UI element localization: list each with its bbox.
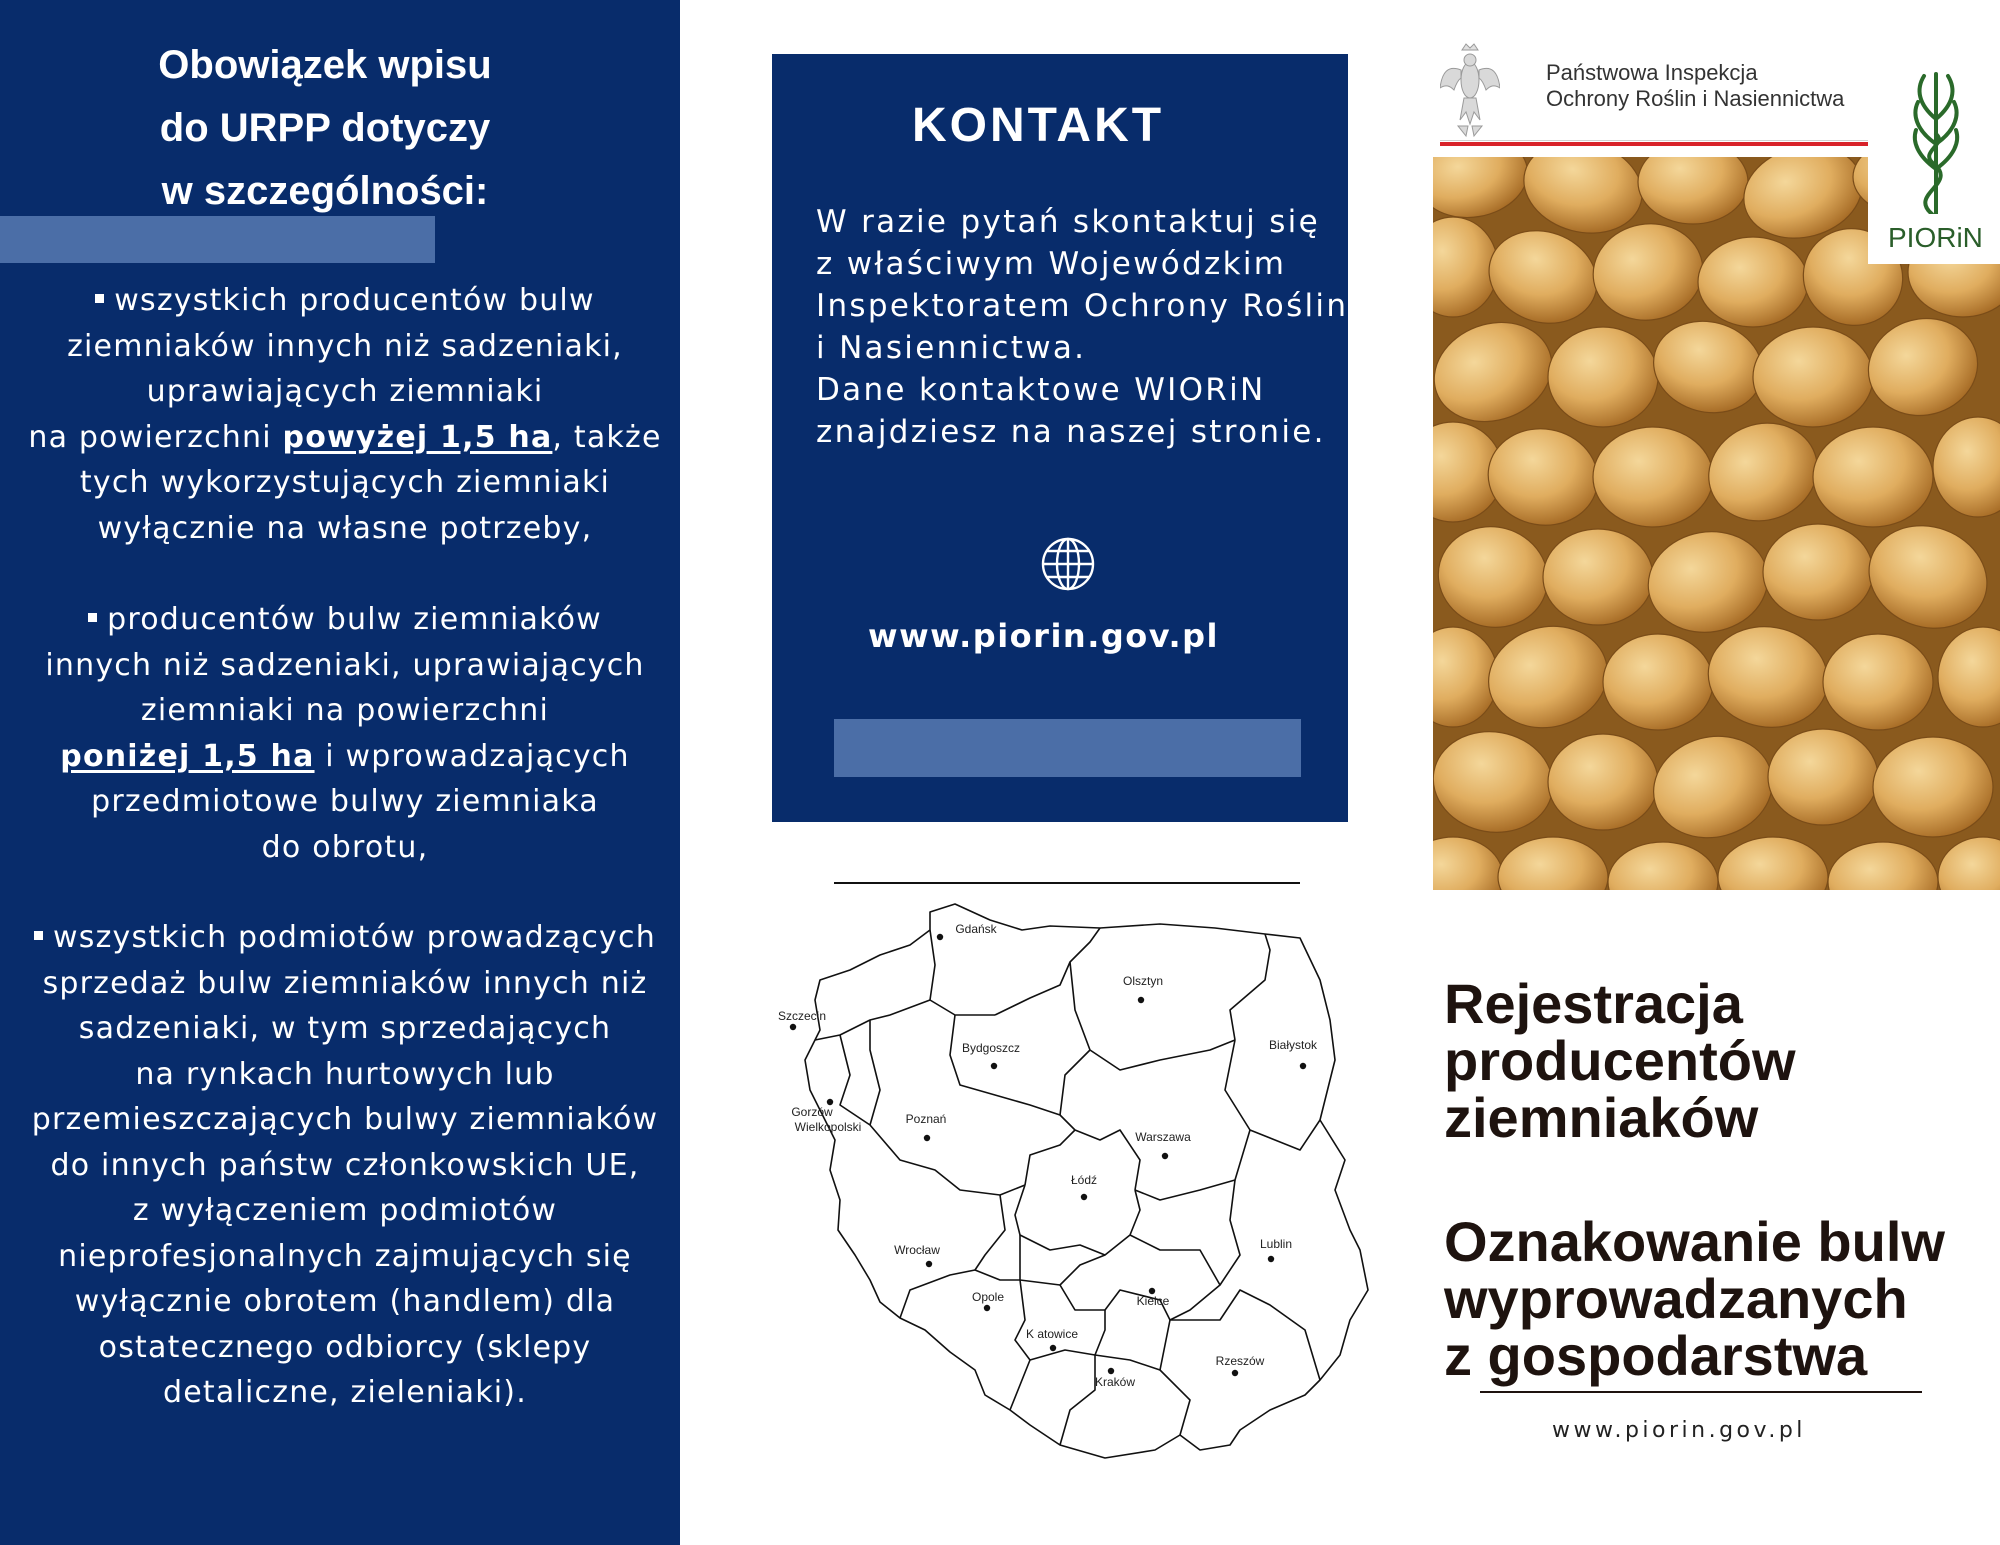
city-label: Kraków: [1094, 1375, 1136, 1389]
region-border: [1230, 934, 1270, 1040]
contact-text-line: z właściwym Wojewódzkim: [816, 246, 1287, 282]
bullet-text: sadzeniaki, w tym sprzedających: [78, 1011, 612, 1046]
logo-text-line: Państwowa Inspekcja: [1546, 60, 1758, 85]
region-border: [815, 1000, 930, 1040]
bullet-text: przedmiotowe bulwy ziemniaka: [91, 784, 599, 819]
bullet-text: do obrotu,: [261, 829, 429, 865]
contact-text-line: znajdziesz na naszej stronie.: [816, 414, 1326, 450]
city-label: Szczecin: [777, 1009, 827, 1023]
region-border: [1020, 1235, 1105, 1285]
city-marker: [924, 1135, 930, 1141]
bullet-text: na powierzchni: [28, 419, 283, 455]
bullet-text: do innych państw członkowskich UE,: [50, 1147, 640, 1183]
left-title-line: do URPP dotyczy: [159, 106, 491, 150]
bullet-item: [20, 597, 670, 870]
region-border: [900, 1270, 975, 1318]
logo-text: [1546, 60, 1844, 112]
wheat-caduceus-icon: [1888, 64, 1984, 214]
main-title-line: ziemniaków: [1444, 1086, 1759, 1149]
highlight-area: poniżej 1,5 ha: [60, 738, 315, 774]
bullet-text: i wprowadzających: [314, 738, 630, 774]
region-border: [1225, 1040, 1320, 1150]
bullet-text: innych niż sadzeniaki, uprawiających: [45, 647, 645, 683]
bullet-text: , także: [552, 419, 662, 455]
subtitle-line: z gospodarstwa: [1444, 1324, 1868, 1387]
region-border: [1060, 1050, 1090, 1115]
city-label: Łódź: [1070, 1173, 1098, 1187]
bullet-text: wszystkich producentów bulw: [114, 283, 595, 318]
left-panel: [0, 0, 680, 1545]
left-title-line: Obowiązek wpisu: [158, 43, 492, 87]
logo-rule: [1440, 138, 1870, 146]
region-border: [1095, 1320, 1170, 1370]
region-border: [930, 930, 995, 1015]
contact-text-line: Inspektoratem Ochrony Roślin: [816, 288, 1349, 324]
city-marker: [1268, 1256, 1274, 1262]
bullet-text: ostatecznego odbiorcy (sklepy: [98, 1329, 592, 1365]
city-label: Lublin: [1259, 1237, 1293, 1251]
city-label: Gorzów: [791, 1105, 833, 1119]
region-border: [975, 1195, 1020, 1280]
city-marker: [1300, 1063, 1306, 1069]
region-border: [870, 1020, 880, 1125]
contact-text-line: i Nasiennictwa.: [816, 330, 1087, 366]
city-marker: [984, 1305, 990, 1311]
globe-icon: [1040, 536, 1096, 592]
city-label: Wielkopolski: [794, 1120, 862, 1134]
city-label: K atowice: [1025, 1327, 1079, 1341]
footer-link[interactable]: www.piorin.gov.pl: [1552, 1418, 1806, 1443]
bullet-item: [20, 278, 670, 551]
bullet-text: ziemniaków innych niż sadzeniaki,: [67, 328, 623, 364]
city-label: Gdańsk: [955, 922, 997, 936]
city-label: Wrocław: [894, 1243, 940, 1257]
region-border: [1025, 1130, 1075, 1185]
city-marker: [991, 1063, 997, 1069]
bullet-square-icon: [34, 931, 43, 940]
divider: [834, 882, 1300, 884]
subtitle-line: Oznakowanie bulw: [1444, 1210, 1945, 1273]
subtitle: [1444, 1210, 1945, 1387]
left-panel-title: [0, 34, 650, 223]
bullet-text: wyłącznie obrotem (handlem) dla: [74, 1284, 616, 1319]
highlight-area: powyżej 1,5 ha: [282, 419, 553, 455]
piorin-logo: [1868, 50, 2000, 264]
city-marker: [926, 1261, 932, 1267]
region-border: [1015, 1185, 1140, 1255]
piorin-logo-header: [1440, 40, 1870, 150]
bullet-text: sprzedaż bulw ziemniaków innych niż: [42, 965, 648, 1001]
bullet-item: [20, 915, 670, 1416]
city-marker: [1081, 1194, 1087, 1200]
bullet-text: przemieszczających bulwy ziemniaków: [31, 1102, 659, 1137]
potatoes-photo: [1433, 157, 2000, 890]
contact-link[interactable]: www.piorin.gov.pl: [868, 617, 1220, 655]
city-label: Poznań: [905, 1112, 947, 1126]
city-marker: [1162, 1153, 1168, 1159]
region-border: [1220, 1180, 1240, 1285]
bullet-square-icon: [88, 613, 97, 622]
region-border: [995, 928, 1100, 1015]
city-marker: [937, 934, 943, 940]
bullet-text: nieprofesjonalnych zajmujących się: [58, 1238, 632, 1274]
bullet-text: na rynkach hurtowych lub: [135, 1056, 555, 1092]
bullet-text: detaliczne, zieleniaki).: [163, 1375, 527, 1410]
region-border: [1060, 1355, 1095, 1445]
bullet-text: z wyłączeniem podmiotów: [132, 1193, 558, 1228]
accent-bar: [834, 719, 1301, 777]
contact-text-line: W razie pytań skontaktuj się: [816, 204, 1320, 240]
main-title-line: Rejestracja: [1444, 972, 1743, 1035]
contact-text: [816, 201, 1348, 453]
contact-title: KONTAKT: [912, 99, 1165, 152]
city-marker: [1232, 1370, 1238, 1376]
bullet-text: ziemniaki na powierzchni: [140, 693, 550, 728]
city-label: Opole: [971, 1290, 1005, 1304]
bullet-square-icon: [95, 294, 104, 303]
city-label: Warszawa: [1135, 1130, 1191, 1144]
bullet-text: wyłącznie na własne potrzeby,: [97, 510, 593, 546]
piorin-wordmark: PIORiN: [1888, 222, 1983, 253]
left-title-line: w szczególności:: [161, 169, 489, 213]
bullet-text: wszystkich podmiotów prowadzących: [53, 920, 656, 955]
subtitle-line: wyprowadzanych: [1444, 1267, 1908, 1330]
city-label: Białystok: [1268, 1038, 1318, 1052]
city-label: Olsztyn: [1122, 974, 1164, 988]
region-border: [1010, 1280, 1030, 1410]
region-border: [840, 1035, 870, 1125]
city-marker: [1108, 1368, 1114, 1374]
region-border: [870, 1125, 1025, 1195]
contact-text-line: Dane kontaktowe WIORiN: [816, 372, 1266, 408]
city-marker: [1138, 997, 1144, 1003]
eagle-emblem-icon: [1440, 40, 1500, 140]
bullet-text: producentów bulw ziemniaków: [107, 602, 602, 637]
poland-map: [760, 890, 1380, 1480]
city-label: Rzeszów: [1215, 1354, 1265, 1368]
main-title: [1444, 972, 1796, 1149]
main-title-line: producentów: [1444, 1029, 1796, 1092]
contact-box: [772, 54, 1348, 822]
city-label: Bydgoszcz: [961, 1041, 1021, 1055]
bullet-text: tych wykorzystujących ziemniaki: [79, 465, 611, 500]
bullet-text: uprawiających ziemniaki: [146, 374, 544, 409]
city-label: Kielce: [1136, 1294, 1170, 1308]
region-border: [1160, 1370, 1190, 1435]
accent-bar: [0, 216, 435, 263]
logo-text-line: Ochrony Roślin i Nasiennictwa: [1546, 86, 1845, 111]
region-border: [950, 1015, 1075, 1130]
city-marker: [1050, 1345, 1056, 1351]
divider: [1480, 1391, 1922, 1393]
city-marker: [790, 1024, 796, 1030]
